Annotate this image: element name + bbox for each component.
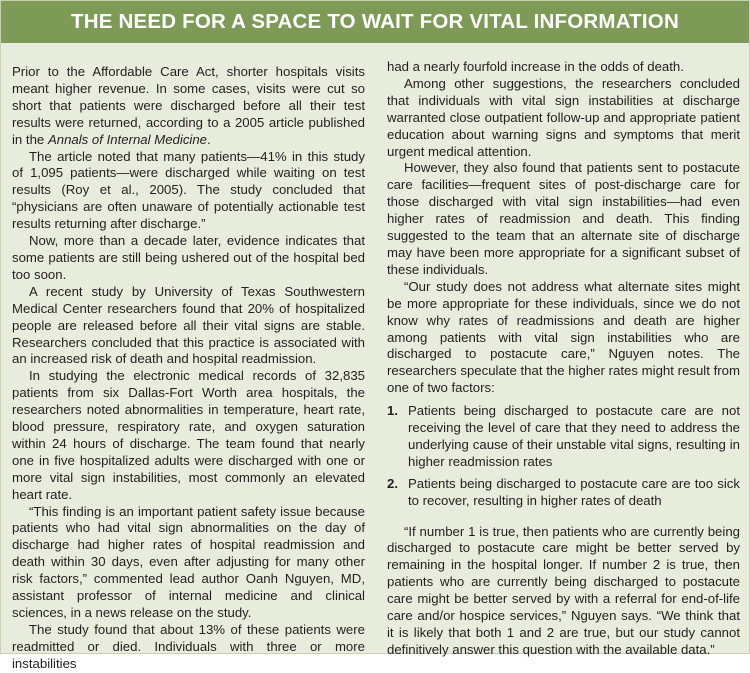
list-item [387,476,740,510]
paragraph: Now, more than a decade later, evidence indicates that some patients are still being ushered out of the hospital bed too soon. [12,233,365,282]
paragraph: In studying the electronic medical records of 32,835 patients from six Dallas-Fort Worth area hospitals, the researchers noted abnormalities in temperature, heart rate, blood pressure, respiratory rate, and oxygen saturation within 24 hours of discharge. The team found that nearly one in five hospitalized adults were discharged with one or more vital sign instabilities, most commonly an elevated heart rate. [12,368,365,502]
left-column [12,64,365,673]
paragraph-text: Prior to the Affordable Care Act, shorter hospitals visits meant higher revenue. In some cases, visits were cut so short that patients were discharged before all their test results were returned, according to a 2005 article published in the [12,64,365,147]
paragraph: “Our study does not address what alternate sites might be more appropriate for these individuals, since we do not know why rates of readmissions and death are higher among patients with vital sign instabilities who are discharged to postacute care,” Nguyen notes. The researchers speculate that the higher rates might result from one of two factors: [387,278,740,396]
journal-title: Annals of Internal Medicine [47,131,208,147]
right-column [387,59,740,673]
paragraph: “This finding is an important patient safety issue because patients who had vital sign abnormalities on the day of discharge had higher rates of hospital readmission and death within 30 days, even after adjusting for many other risk factors,” commented lead author Oanh Nguyen, MD, assistant professor of internal medicine and clinical sciences, in a news release on the study. [12,503,365,620]
list-number: 1. [387,403,398,419]
columns [12,59,740,673]
paragraph: “If number 1 is true, then patients who are currently being discharged to postacute care might be better served by remaining in the hospital longer. If number 2 is true, then patients who are currently being discharged to postacute care might be better served by with a referral for end-of-life care and/or hospice services,” Nguyen says. “We think that it is likely that both 1 and 2 are true, but our study cannot definitively answer this question with the available data.” [387,523,740,657]
paragraph: A recent study by University of Texas Southwestern Medical Center researchers found that 20% of hospitalized people are released before all their vital signs are stable. Researchers concluded that this practice is associated with an increased risk of death and hospital readmission. [12,283,365,367]
paragraph: However, they also found that patients sent to postacute care facilities—frequent sites of post-discharge care for those discharged with vital sign instabilities—had even higher rates of readmission and death. This finding suggested to the team that an alternate site of discharge may have been more appropriate for a significant subset of these individuals. [387,160,740,277]
paragraph: The article noted that many patients—41% in this study of 1,095 patients—were discharged while waiting on test results (Roy et al., 2005). The study concluded that “physicians are often unaware of potentially actionable test results returning after discharge.” [12,148,365,232]
paragraph: The study found that about 13% of these patients were readmitted or died. Individuals with three or more instabilities [12,621,365,671]
box-title: THE NEED FOR A SPACE TO WAIT FOR VITAL INFORMATION [71,10,679,33]
banner [1,1,749,43]
paragraph [12,64,365,149]
list-text: Patients being discharged to postacute care are not receiving the level of care that they need to address the underlying cause of their unstable vital signs, resulting in higher readmission rates [408,403,740,469]
list-text: Patients being discharged to postacute care are too sick to recover, resulting in higher rates of death [408,475,740,508]
list-item [387,403,740,471]
paragraph: had a nearly fourfold increase in the odds of death. [387,59,684,74]
list-number: 2. [387,475,398,491]
factor-list [387,403,740,509]
paragraph: Among other suggestions, the researchers concluded that individuals with vital sign instabilities at discharge warranted close outpatient follow-up and appropriate patient education about warning signs and symptoms that merit urgent medical attention. [387,75,740,159]
paragraph-text: . [207,131,211,147]
